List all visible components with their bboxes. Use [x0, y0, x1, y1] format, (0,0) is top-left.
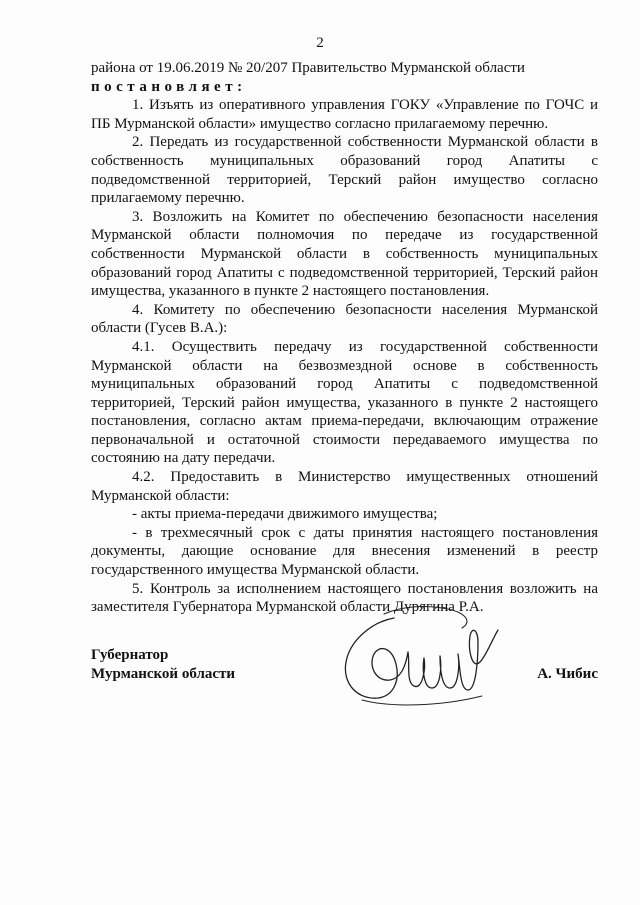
dash-item-acts: - акты приема-передачи движимого имущества;	[132, 506, 438, 523]
signature-title	[91, 646, 235, 683]
signature-title-line-2: Мурманской области	[91, 665, 236, 682]
paragraph-item-4: 4. Комитету по обеспечению безопасности населения Мурманской области (Гусев В.А.):	[91, 301, 598, 337]
signature-name: А. Чибис	[537, 665, 598, 682]
signature-title-line-1: Губернатор	[91, 647, 169, 663]
paragraph-item-1: 1. Изъять из оперативного управления ГОКУ «Управление по ГОЧС и ПБ Мурманской области» имущество согласно прилагаемому перечню.	[91, 97, 598, 132]
paragraph-item-4-2: 4.2. Предоставить в Министерство имущественных отношений Мурманской области:	[91, 469, 598, 504]
intro-line: района от 19.06.2019 № 20/207 Правительство Мурманской области	[91, 60, 525, 76]
signature-block	[91, 646, 598, 736]
page-number: 2	[316, 35, 324, 51]
decree-verb: постановляет:	[91, 78, 247, 95]
paragraph-item-3: 3. Возложить на Комитет по обеспечению безопасности населения Мурманской области полномочия по передаче из государственной собственности Мурманской области в собственность муниципальных образований город Апатиты с подведомственной территорией, Терский район имущества, указанного в пункте 2 настоящего постановления.	[91, 208, 598, 300]
paragraph-item-4-1: 4.1. Осуществить передачу из государственной собственности Мурманской области на безвозмездной основе в собственность муниципальных образований город Апатиты с подведомственной территорией, Терский район имущества, указанного в пункте 2 настоящего постановления, согласно актам приема-передачи, включающим отражение первоначальной и остаточной стоимости передаваемого имущества по состоянию на дату передачи.	[91, 338, 598, 467]
document-body	[91, 59, 598, 617]
dash-item-documents: - в трехмесячный срок с даты принятия настоящего постановления документы, дающие основание для внесения изменений в реестр государственного имущества Мурманской области.	[91, 524, 598, 579]
paragraph-item-2: 2. Передать из государственной собственности Мурманской области в собственность муниципальных образований город Апатиты с подведомственной территорией, Терский район имущество согласно прилагаемому перечню.	[91, 134, 598, 207]
paragraph-item-5: 5. Контроль за исполнением настоящего постановления возложить на заместителя Губернатора Мурманской области Дурягина Р.А.	[91, 580, 598, 616]
